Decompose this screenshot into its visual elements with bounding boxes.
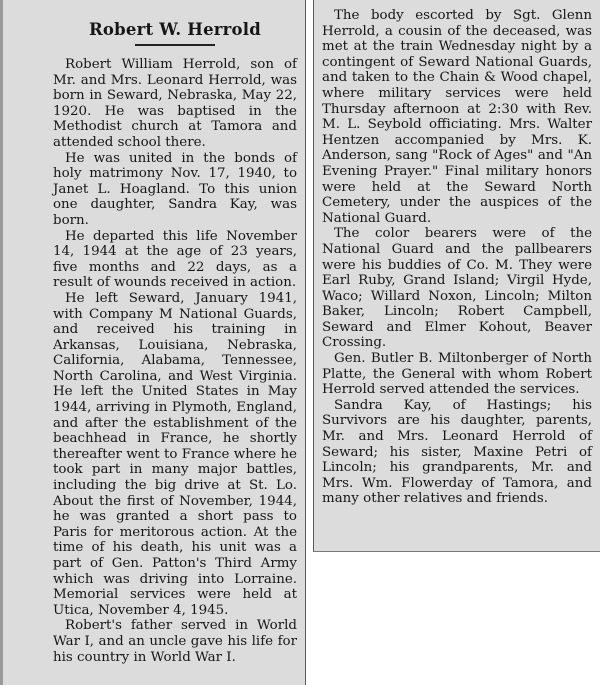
obituary-headline: Robert W. Herrold <box>89 20 261 39</box>
paragraph-death: He departed this life November 14, 1944 at the age of 23 years, five months and 22 days, as a result of wounds received in action. <box>53 228 297 291</box>
paragraph-service: He left Seward, January 1941, with Company M National Guards, and received his training in Arkansas, Louisiana, Nebraska, California, Alabama, Tennessee, North Carolina, and West Virginia. He left the United States in May 1944, arriving in Plymoth, England, and after the establishment of the beachhead in France, he shortly thereafter went to France where he took part in many major battles, including the big drive at St. Lo. About the first of November, 1944, he was granted a short pass to Paris for meritorous action. At the time of his death, his unit was a part of Gen. Patton's Third Army which was driving into Lorraine. Memorial services were held at Utica, November 4, 1945. <box>53 290 297 618</box>
paragraph-funeral: The body escorted by Sgt. Glenn Herrold, a cousin of the deceased, was met at the train Wednesday night by a contingent of Seward National Guards, and taken to the Chain & Wood chapel, where military services were held Thursday afternoon at 2:30 with Rev. M. L. Seybold officiating. Mrs. Walter Hentzen accompanied by Mrs. K. Anderson, sang "Rock of Ages" and "An Evening Prayer." Final military honors were held at the Seward North Cemetery, under the auspices of the National Guard. <box>322 8 592 226</box>
paragraph-general: Gen. Butler B. Miltonberger of North Platte, the General with whom Robert Herrold served attended the services. <box>322 351 592 398</box>
paragraph-marriage: He was united in the bonds of holy matrimony Nov. 17, 1940, to Janet L. Hoagland. To this union one daughter, Sandra Kay, was born. <box>53 150 297 228</box>
paragraph-pallbearers: The color bearers were of the National Guard and the pallbearers were his buddies of Co. M. They were Earl Ruby, Grand Island; Virgil Hyde, Waco; Willard Noxon, Lincoln; Milton Baker, Lincoln; Robert Campbell, Seward and Elmer Kohout, Beaver Crossing. <box>322 226 592 351</box>
paragraph-birth: Robert William Herrold, son of Mr. and Mrs. Leonard Herrold, was born in Seward, Nebraska, May 22, 1920. He was baptised in the Methodist church at Tamora and attended school there. <box>53 57 297 150</box>
paragraph-family-service: Robert's father served in World War I, and an uncle gave his life for his country in World War I. <box>53 618 297 665</box>
headline-rule <box>135 44 215 46</box>
paragraph-survivors: Sandra Kay, of Hastings; his Survivors are his daughter, parents, Mr. and Mrs. Leonard Herrold of Seward; his sister, Maxine Petri of Lincoln; his grandparents, Mr. and Mrs. Wm. Flowerday of Tamora, and many other relatives and friends. <box>322 397 592 507</box>
obituary-right-column <box>313 0 600 552</box>
